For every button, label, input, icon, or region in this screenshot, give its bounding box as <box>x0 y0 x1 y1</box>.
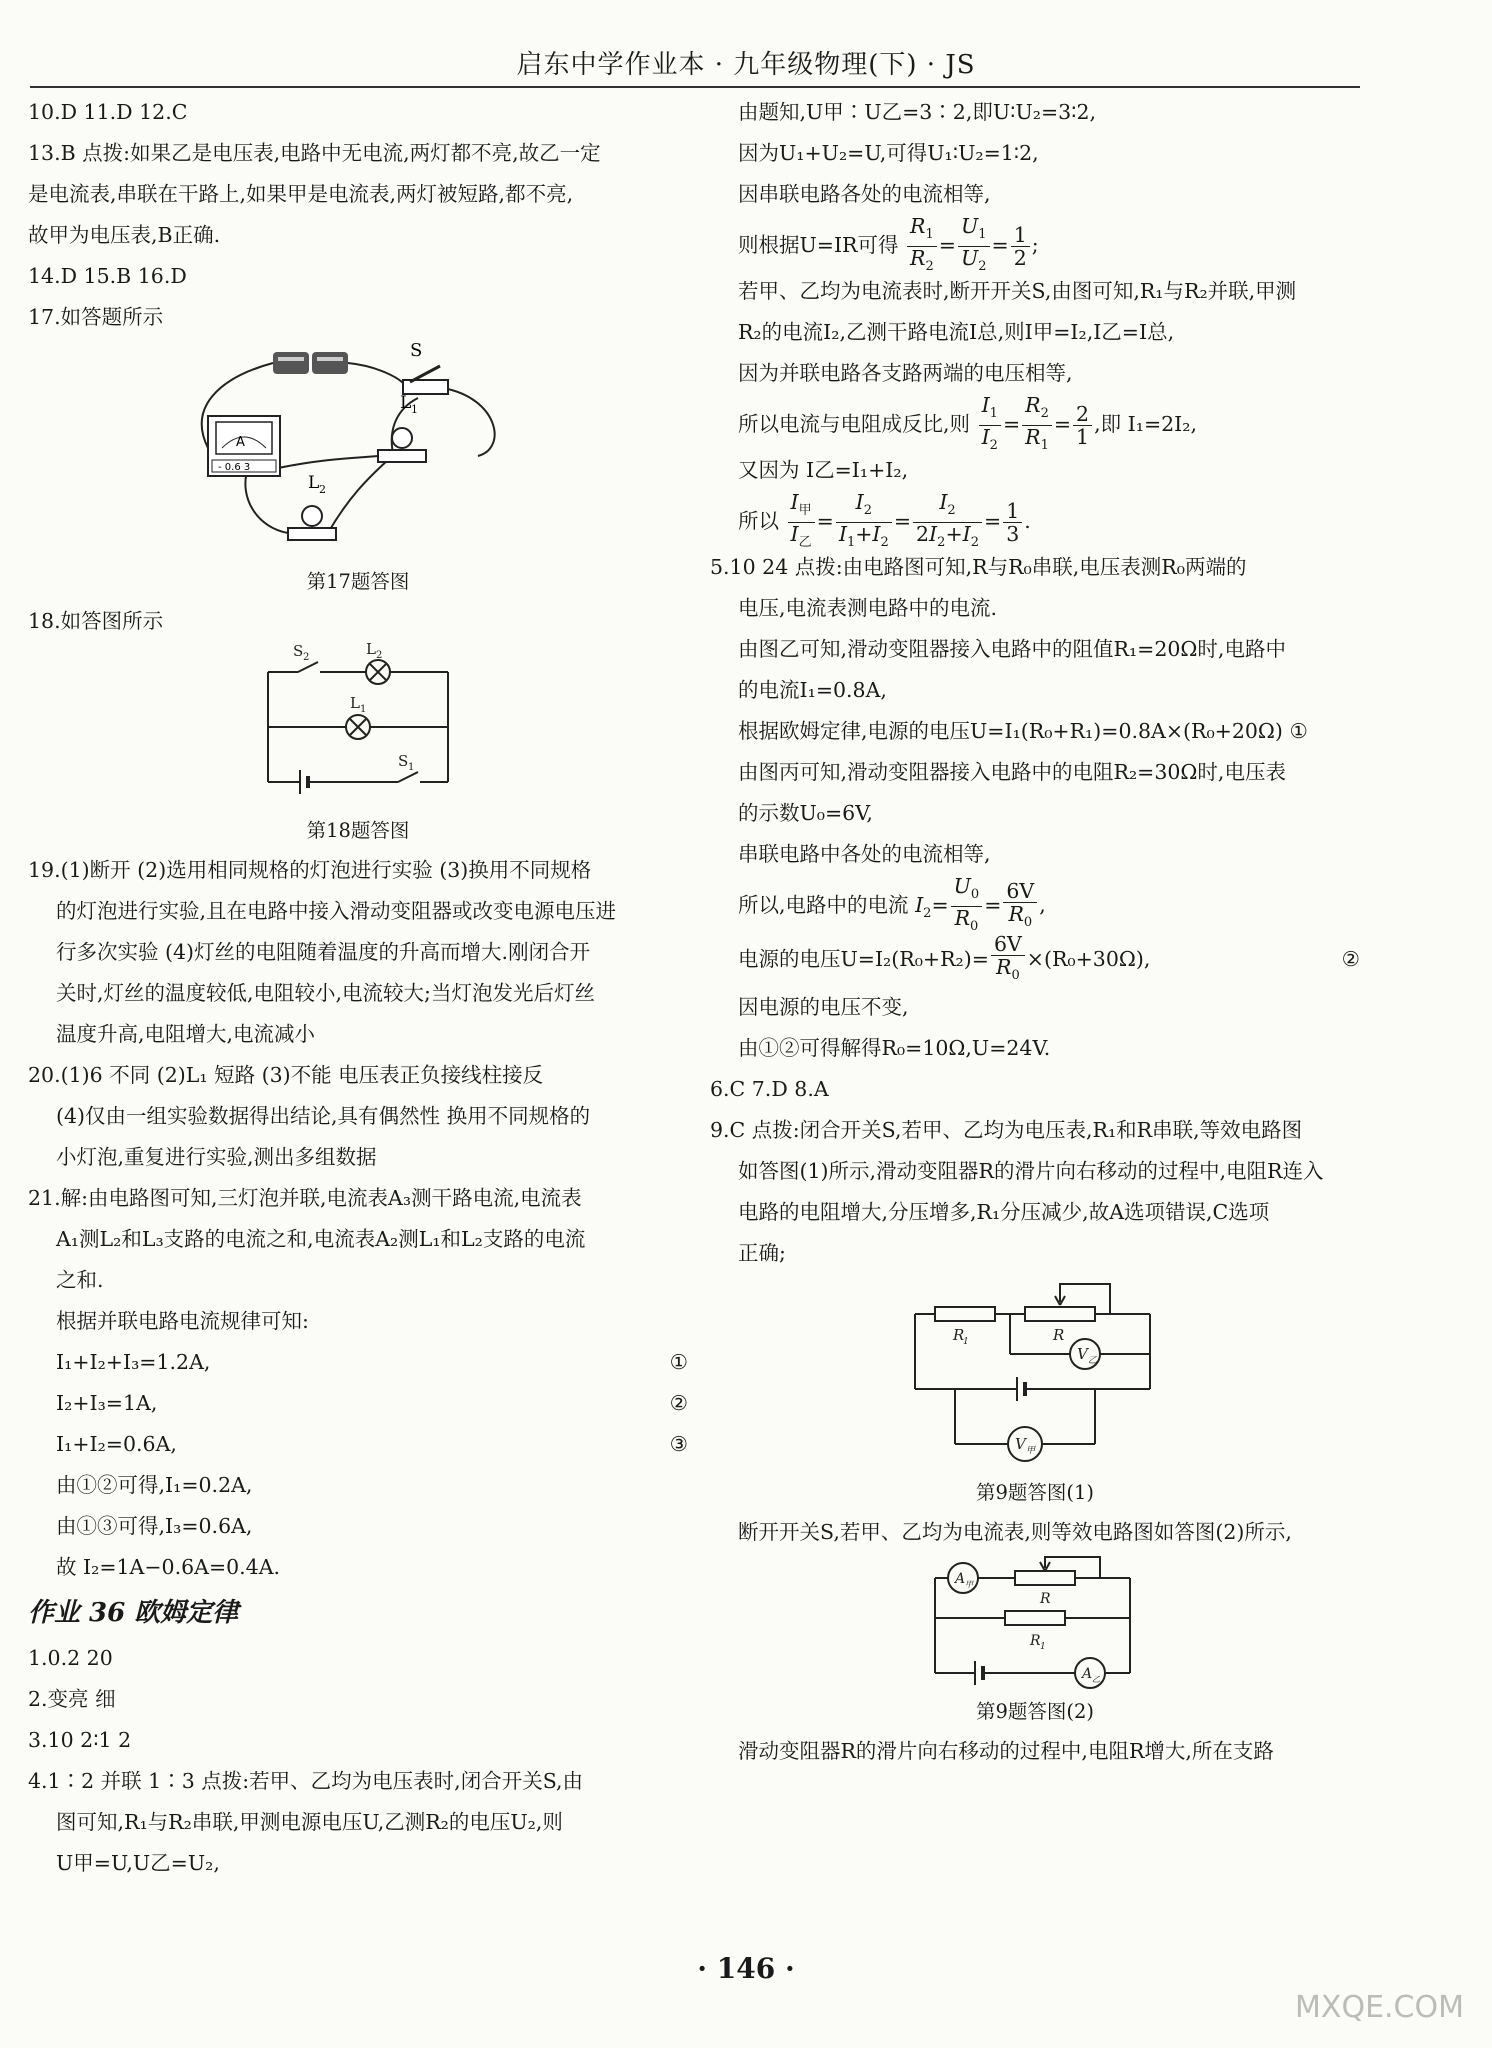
figure-17-caption: 第17题答图 <box>306 570 410 593</box>
fraction: $\frac{U_0}{R_0}$ <box>951 875 983 931</box>
svg-text:R: R <box>1053 1326 1065 1344</box>
svg-text:1: 1 <box>360 704 367 715</box>
fraction: $\frac{1}{3}$ <box>1003 500 1022 545</box>
answer-line: A₁测L₂和L₃支路的电流之和,电流表A₂测L₁和L₂支路的电流 <box>56 1227 586 1251</box>
formula-text: 所以 <box>738 509 779 534</box>
formula-text: ×(R₀+30Ω), <box>1026 947 1151 971</box>
answer-line: 1.0.2 20 <box>28 1646 113 1670</box>
page-number: · 146 · <box>697 1952 795 1985</box>
answer-line: 17.如答题所示 <box>28 305 164 329</box>
answer-line: 因为U₁+U₂=U,可得U₁∶U₂=1∶2, <box>738 141 1039 165</box>
circuit-9-2-drawing <box>925 1553 1145 1693</box>
formula-line <box>710 931 1360 987</box>
svg-text:A: A <box>1082 1666 1093 1682</box>
answer-line: 的示数U₀=6V, <box>738 801 873 825</box>
svg-text:2: 2 <box>376 650 383 661</box>
formula-text: 所以,电路中的电流 <box>738 893 909 918</box>
svg-text:L: L <box>366 642 376 658</box>
svg-text:2: 2 <box>303 652 310 663</box>
svg-text:甲: 甲 <box>1026 1446 1036 1456</box>
formula-line: 所以 $\frac{I_甲}{I_乙}$ = $\frac{I_2}{I_1+I_2}$ = $\frac{I_2}{2I_2+I_2}$ = $\frac{1}{3}$ . <box>710 491 1360 547</box>
fraction: $\frac{6V}{R_0}$ <box>991 933 1025 987</box>
answer-line: R₂的电流I₂,乙测干路电流I总,则I甲=I₂,I乙=I总, <box>738 320 1175 344</box>
answer-line: 19.(1)断开 (2)选用相同规格的灯泡进行实验 (3)换用不同规格 <box>28 858 592 882</box>
answer-line: 因串联电路各处的电流相等, <box>738 182 991 206</box>
right-column <box>710 92 1360 1772</box>
answer-line: U甲=U,U乙=U₂, <box>56 1851 220 1875</box>
answer-line: 根据并联电路电流规律可知: <box>56 1309 309 1333</box>
fraction: $\frac{1}{2}$ <box>1011 224 1030 269</box>
answer-line: 由题知,U甲∶U乙=3∶2,即U∶U₂=3∶2, <box>738 100 1097 124</box>
answer-line: 因为并联电路各支路两端的电压相等, <box>738 361 1073 385</box>
svg-text:1: 1 <box>411 403 418 416</box>
svg-text:S: S <box>398 752 409 770</box>
answer-line: 若甲、乙均为电流表时,断开开关S,由图可知,R₁与R₂并联,甲测 <box>738 279 1297 303</box>
header-divider <box>30 86 1360 88</box>
formula-text: 电源的电压U=I₂(R₀+R₂)= <box>738 947 989 971</box>
answer-line: 20.(1)6 不同 (2)L₁ 短路 (3)不能 电压表正负接线柱接反 <box>28 1063 544 1087</box>
answer-line: 9.C 点拨:闭合开关S,若甲、乙均为电压表,R₁和R串联,等效电路图 <box>710 1118 1303 1142</box>
answer-line: 10.D 11.D 12.C <box>28 100 188 124</box>
answer-line: 电路的电阻增大,分压增多,R₁分压减少,故A选项错误,C选项 <box>738 1200 1270 1224</box>
answer-line: 正确; <box>738 1241 786 1265</box>
svg-text:甲: 甲 <box>965 1580 973 1589</box>
answer-line: 行多次实验 (4)灯丝的电阻随着温度的升高而增大.刚闭合开 <box>56 940 591 964</box>
fraction: $\frac{I_甲}{I_乙}$ <box>788 491 815 547</box>
formula-text: ,即 I₁=2I₂, <box>1094 412 1197 437</box>
answer-line: 13.B 点拨:如果乙是电压表,电路中无电流,两灯都不亮,故乙一定 <box>28 141 601 165</box>
answer-line: 4.1∶2 并联 1∶3 点拨:若甲、乙均为电压表时,闭合开关S,由 <box>28 1769 584 1793</box>
equation-text: I₂+I₃=1A, <box>56 1391 158 1415</box>
fraction: $\frac{R_1}{R_2}$ <box>907 215 937 271</box>
equation-text: I₁+I₂+I₃=1.2A, <box>56 1350 211 1374</box>
svg-text:L: L <box>350 694 360 712</box>
formula-line: 所以,电路中的电流 $I_2=$ $\frac{U_0}{R_0}$ = $\frac{6V}{R_0}$ , <box>710 875 1360 931</box>
svg-text:S: S <box>293 642 304 660</box>
answer-line: 18.如答图所示 <box>28 609 164 633</box>
answer-line: 故 I₂=1A−0.6A=0.4A. <box>56 1555 281 1579</box>
circuit-18-drawing <box>258 642 458 812</box>
answer-line: 由①②可得解得R₀=10Ω,U=24V. <box>738 1036 1051 1060</box>
answer-line: 之和. <box>56 1268 104 1292</box>
svg-text:2: 2 <box>319 483 326 496</box>
equation-line <box>28 1383 688 1424</box>
svg-text:V: V <box>1015 1435 1026 1453</box>
answer-line: 如答图(1)所示,滑动变阻器R的滑片向右移动的过程中,电阻R连入 <box>738 1159 1324 1183</box>
answer-line: 由图丙可知,滑动变阻器接入电路中的电阻R₂=30Ω时,电压表 <box>738 760 1286 784</box>
svg-text:乙: 乙 <box>1088 1356 1098 1366</box>
circuit-17-drawing <box>178 338 538 563</box>
answer-line: 14.D 15.B 16.D <box>28 264 187 288</box>
answer-line: 小灯泡,重复进行实验,测出多组数据 <box>56 1145 377 1169</box>
answer-line: 图可知,R₁与R₂串联,甲测电源电压U,乙测R₂的电压U₂,则 <box>56 1810 563 1834</box>
left-column <box>28 92 688 1884</box>
fraction: $\frac{U_1}{U_2}$ <box>958 215 990 271</box>
equation-marker: ② <box>1341 947 1360 971</box>
answer-line: 因电源的电压不变, <box>738 995 909 1019</box>
svg-text:A: A <box>955 1571 966 1587</box>
answer-line: 3.10 2∶1 2 <box>28 1728 132 1752</box>
fraction: $\frac{I_2}{2I_2+I_2}$ <box>913 491 982 547</box>
figure-9-1-caption: 第9题答图(1) <box>975 1481 1095 1504</box>
svg-text:L: L <box>308 473 320 493</box>
fraction: $\frac{I_1}{I_2}$ <box>979 394 1001 450</box>
figure-17-circuit <box>28 338 688 563</box>
fraction: $\frac{2}{1}$ <box>1073 403 1092 448</box>
answer-line: 是电流表,串联在干路上,如果甲是电流表,两灯被短路,都不亮, <box>28 182 574 206</box>
svg-text:R: R <box>953 1326 965 1344</box>
answer-line: 5.10 24 点拨:由电路图可知,R与R₀串联,电压表测R₀两端的 <box>710 555 1247 579</box>
answer-line: 故甲为电压表,B正确. <box>28 223 221 247</box>
answer-line: 由①②可得,I₁=0.2A, <box>56 1473 253 1497</box>
page-header-title: 启东中学作业本 · 九年级物理(下) · JS <box>516 50 976 80</box>
figure-18-caption: 第18题答图 <box>306 819 410 842</box>
equation-text: I₁+I₂=0.6A, <box>56 1432 177 1456</box>
answer-line: 又因为 I乙=I₁+I₂, <box>738 458 909 482</box>
formula-line: 所以电流与电阻成反比,则 $\frac{I_1}{I_2}$ = $\frac{R_2}{R_1}$ = $\frac{2}{1}$ ,即 I₁=2I₂, <box>710 394 1360 450</box>
equation-line <box>28 1342 688 1383</box>
figure-9-2-caption: 第9题答图(2) <box>975 1700 1095 1723</box>
svg-text:L: L <box>400 393 412 413</box>
svg-text:1: 1 <box>408 762 415 773</box>
answer-line: 串联电路中各处的电流相等, <box>738 842 991 866</box>
formula-line: 则根据U=IR可得 $\frac{R_1}{R_2}$ = $\frac{U_1}{U_2}$ = $\frac{1}{2}$ ; <box>710 215 1360 271</box>
answer-line: (4)仅由一组实验数据得出结论,具有偶然性 换用不同规格的 <box>56 1104 591 1128</box>
answer-line: 电压,电流表测电路中的电流. <box>738 596 998 620</box>
answer-line: 6.C 7.D 8.A <box>710 1077 829 1101</box>
answer-line: 的电流I₁=0.8A, <box>738 678 887 702</box>
svg-text:- 0.6 3: - 0.6 3 <box>218 462 251 473</box>
figure-9-2-circuit <box>710 1553 1360 1693</box>
formula-text: 所以电流与电阻成反比,则 <box>738 412 971 437</box>
answer-line: 由图乙可知,滑动变阻器接入电路中的阻值R₁=20Ω时,电路中 <box>738 637 1286 661</box>
svg-text:乙: 乙 <box>1092 1675 1100 1684</box>
svg-text:1: 1 <box>963 1337 969 1347</box>
answer-line: 滑动变阻器R的滑片向右移动的过程中,电阻R增大,所在支路 <box>738 1739 1274 1763</box>
answer-line: 2.变亮 细 <box>28 1687 116 1711</box>
svg-text:S: S <box>410 340 423 361</box>
equation-line <box>28 1424 688 1465</box>
answer-line: 断开开关S,若甲、乙均为电流表,则等效电路图如答图(2)所示, <box>738 1520 1292 1544</box>
fraction: $\frac{R_2}{R_1}$ <box>1022 394 1052 450</box>
figure-9-1-circuit <box>710 1274 1360 1474</box>
circuit-9-1-drawing <box>905 1274 1165 1474</box>
answer-line: 温度升高,电阻增大,电流减小 <box>56 1022 316 1046</box>
svg-text:1: 1 <box>1040 1642 1046 1652</box>
answer-line: 关时,灯丝的温度较低,电阻较小,电流较大;当灯泡发光后灯丝 <box>56 981 595 1005</box>
formula-text: 则根据U=IR可得 <box>738 233 899 258</box>
answer-line: 由①③可得,I₃=0.6A, <box>56 1514 253 1538</box>
answer-line: 的灯泡进行实验,且在电路中接入滑动变阻器或改变电源电压进 <box>56 899 617 923</box>
watermark-logo: MXQE.COM <box>1295 1990 1464 2025</box>
equation-marker: ③ <box>669 1432 688 1456</box>
section-title: 作业 36 欧姆定律 <box>28 1598 239 1628</box>
svg-text:A: A <box>236 435 245 450</box>
svg-text:R: R <box>1030 1633 1041 1649</box>
fraction: $\frac{6V}{R_0}$ <box>1003 880 1037 931</box>
fraction: $\frac{I_2}{I_1+I_2}$ <box>836 491 892 547</box>
answer-line: 21.解:由电路图可知,三灯泡并联,电流表A₃测干路电流,电流表 <box>28 1186 582 1210</box>
equation-marker: ② <box>669 1391 688 1415</box>
svg-text:V: V <box>1077 1345 1088 1363</box>
answer-line: 根据欧姆定律,电源的电压U=I₁(R₀+R₁)=0.8A×(R₀+20Ω) ① <box>738 719 1308 743</box>
equation-marker: ① <box>669 1350 688 1374</box>
svg-text:R: R <box>1040 1591 1051 1607</box>
figure-18-circuit <box>28 642 688 812</box>
